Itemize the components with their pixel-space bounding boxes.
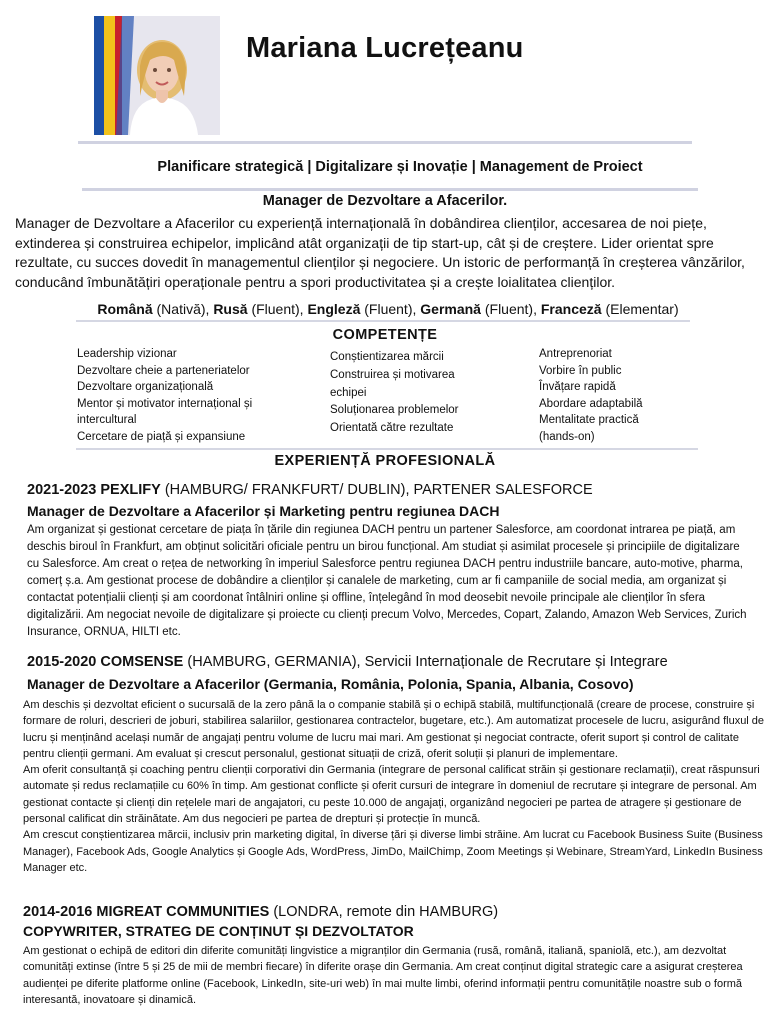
- job-description: Am gestionat o echipă de editori din diferite comunități lingvistice a migranților din Germania (rusă, română, italiană, spaniolă, etc.), am dezvoltat comunități extinse (între 5 și 25 de mii de membri fiecare) în diferite orașe din Germania. Am creat conținut digital strategic care a asigurat creșterea audienței pe diferite platforme online (Facebook, LinkedIn, site-uri web) în mai multe limbi, oferind informații pentru comunitățile noastre sub o formă interesantă, inovatoare și dinamică.: [23, 945, 743, 1006]
- job-header: [23, 904, 758, 920]
- skill-item: Mentor și motivator internațional și: [77, 397, 253, 410]
- skills-column-3: [539, 346, 719, 445]
- skills-heading: COMPETENȚE: [332, 327, 438, 343]
- job-header: [27, 482, 757, 498]
- skill-item: Abordare adaptabilă: [539, 397, 643, 410]
- candidate-name: Mariana Lucrețeanu: [246, 32, 524, 64]
- skill-item: Orientată către rezultate: [330, 422, 454, 435]
- language-level: (Fluent): [484, 301, 534, 317]
- divider: [76, 320, 690, 322]
- job-description: [23, 697, 765, 876]
- experience-heading: EXPERIENȚĂ PROFESIONALĂ: [274, 453, 496, 469]
- skill-item: Mentalitate practică: [539, 414, 639, 426]
- skill-item: Vorbire în public: [539, 364, 622, 377]
- skill-item: Conștientizarea mărcii: [330, 351, 444, 363]
- skill-item: echipei: [330, 386, 367, 399]
- skill-item: Construirea și motivarea: [330, 368, 455, 381]
- skill-item: (hands-on): [539, 430, 595, 443]
- job-header: [27, 654, 762, 670]
- skill-item: Învățare rapidă: [539, 381, 616, 393]
- skills-column-2: [330, 349, 510, 438]
- skill-item: Leadership vizionar: [77, 348, 177, 360]
- job-paragraph: Am crescut conștientizarea mărcii, inclusiv prin marketing digital, în diverse țări și diverse limbi străine. Am lucrat cu Facebook Business Suite (Business Manager), Facebook Ads, Google Analytics și Google Ads, WordPress, JimDo, MailChimp, Zoom Meetings și Webinare, StreamYard, LinkedIn Business Manager etc.: [23, 829, 763, 874]
- language-name: Rusă: [213, 301, 248, 317]
- summary-paragraph: Manager de Dezvoltare a Afacerilor cu experiență internațională în dobândirea clienților, accesarea de noi piețe, extinderea și construirea echipelor, implicând atât organizații de tip start-up, cât și de creștere. Lider orientat spre rezultate, cu succes dovedit în managementul clienților și negociere. Un istoric de performanță în creșterea vânzărilor, conducând îmbunătățiri operaționale pentru a spori productivitatea și a crește loialitatea clienților.: [15, 215, 745, 290]
- language-name: Germană: [420, 301, 481, 317]
- job-description: Am organizat și gestionat cercetare de piața în țările din regiunea DACH pentru un partener Salesforce, am coordonat intrarea pe piață, am deschis biroul în Frankfurt, am obținut solicitări oficiale pentru un birou funcțional. Am studiat și asimilat procesele și principiile de digitalizare cu Salesforce. Am creat o rețea de networking în imperiul Salesforce pentru regiunea DACH pentru industriile bancare, auto-motive, pharma, comerț ș.a. Am gestionat procese de dobândire a clienților și canalele de marketing, cum ar fi campaniile de social media, am organizat și contactat potențialii clienți și am coordonat întâlniri online și offline, înțelegând în mod deosebit nevoile principale ale clienților în sfera digitalizării. Am negociat nevoile de digitalizare și proiecte cu clienți precum Volvo, Mercedes, Copart, Zalando, Amazon Web Services, Zurich Insurance, ORNUA, HILTI etc.: [27, 524, 747, 638]
- skill-item: Dezvoltare cheie a parteneriatelor: [77, 364, 250, 377]
- job-dates-company: 2021-2023 PEXLIFY: [27, 482, 161, 498]
- skill-item: Antreprenoriat: [539, 348, 612, 360]
- role-title: Manager de Dezvoltare a Afacerilor.: [262, 193, 508, 209]
- skill-item: intercultural: [77, 414, 137, 426]
- job-location: (HAMBURG/ FRANKFURT/ DUBLIN), PARTENER SALESFORCE: [160, 482, 593, 498]
- language-level: (Nativă): [156, 301, 206, 317]
- language-name: Franceză: [540, 301, 602, 317]
- language-level: (Fluent): [251, 301, 300, 317]
- job-role: Manager de Dezvoltare a Afacerilor (Germania, România, Polonia, Spania, Albania, Cosovo): [27, 676, 634, 692]
- job-paragraph: Am oferit consultanță și coaching pentru clienții corporativi din Germania (integrare de personal calificat străin și gestionare reclamații), creat răspunsuri automate și redus reclamațiile cu 60% în timp. Am gestionat conflicte și oferit cursuri de integrare în domeniul de recrutare și integrare de personal. Am gestionat contacte și clienți din rețelele mari de angajatori, cu peste 10.000 de angajați, organizând negocieri pe partea de atragere și gestionare de personal calificat din străinătate. Am dus negocieri pe partea de drepturi și protecție în muncă.: [23, 764, 760, 826]
- job-dates-company: 2015-2020 COMSENSE: [27, 654, 184, 670]
- profile-photo: [94, 16, 220, 135]
- skill-item: Dezvoltare organizațională: [77, 381, 214, 393]
- job-location: (HAMBURG, GERMANIA), Servicii Internaționale de Recrutare și Integrare: [183, 654, 668, 670]
- job-paragraph: Am deschis și dezvoltat eficient o sucursală de la zero până la o companie stabilă și o echipă stabilă, multifuncțională (creare de procese, construire și formare de roluri, descrieri de joburi, stabilirea salariilor, gestionarea contractelor, bugetare, etc.). Am automatizat procesele de lucru, asigurând fluxul de lucru și menținând același număr de angajați pentru volume de lucru mai mari. Am gestionat și negociat contracte, oferit suport și control de calitate pentru clienții germani. Am evaluat și crescut personalul, gestionat situații de criză, oferit soluții și planuri de implementare.: [23, 699, 765, 760]
- languages-line: Română (Nativă), Rusă (Fluent), Engleză (Fluent), Germană (Fluent), Franceză (Elementar): [97, 301, 679, 317]
- portrait-image: [94, 16, 220, 135]
- skill-item: Soluționarea problemelor: [330, 404, 459, 417]
- tagline: Planificare strategică | Digitalizare și Inovație | Management de Proiect: [157, 159, 643, 175]
- divider: [82, 188, 698, 191]
- divider: [78, 141, 692, 144]
- skill-item: Cercetare de piață și expansiune: [77, 430, 246, 443]
- language-level: (Fluent): [364, 301, 413, 317]
- language-level: (Elementar): [605, 301, 679, 317]
- skills-column-1: [77, 346, 317, 445]
- language-name: Engleză: [307, 301, 361, 317]
- job-role: Manager de Dezvoltare a Afacerilor și Marketing pentru regiunea DACH: [27, 503, 500, 519]
- job-location: (LONDRA, remote din HAMBURG): [269, 904, 499, 920]
- divider: [76, 448, 698, 450]
- language-name: Română: [97, 301, 153, 317]
- job-dates-company: 2014-2016 MIGREAT COMMUNITIES: [23, 904, 270, 920]
- job-role: COPYWRITER, STRATEG DE CONȚINUT ȘI DEZVOLTATOR: [23, 923, 414, 939]
